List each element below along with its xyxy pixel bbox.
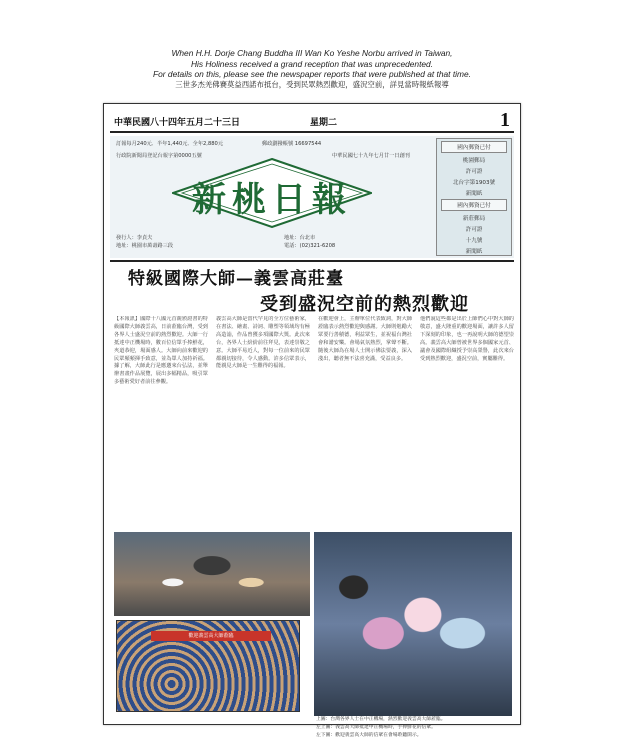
publisher-line: 發行人：李貞夫 <box>116 235 153 241</box>
phone-right: 電話：(02)321-6208 <box>284 243 336 249</box>
founded-line: 中華民國七十九年七月廿一日創刊 <box>332 153 410 159</box>
caption-line-2: His Holiness received a grand reception that was unprecedented. <box>190 58 434 69</box>
hall-banner: 歡迎義雲高大師蒞臨 <box>151 631 271 641</box>
caption-line-3: For details on this, please see the newspaper reports that were published at that time. <box>153 69 471 79</box>
caption-line-1: When H.H. Dorje Chang Buddha III Wan Ko Yeshe Norbu arrived in Taiwan, <box>171 48 453 58</box>
postal-permit-box <box>436 138 512 256</box>
price-line: 訂報每月240元．半年1,440元．全年2,880元 <box>116 141 224 147</box>
newspaper-weekday: 星期二 <box>310 118 338 128</box>
headline-line-2: 受到盛況空前的熱烈歡迎 <box>260 294 469 315</box>
postal-label: 新莊郵局 <box>462 216 486 222</box>
masthead <box>110 136 514 258</box>
headline-line-1: 特級國際大師—義雲高莊臺 <box>128 269 344 289</box>
top-rule <box>110 131 514 133</box>
page-number: 1 <box>500 109 510 131</box>
article-column: 他們說這些都是出於上師們心中對大師的敬意，盛大隆重的歡迎場面，讓許多人留下深刻的印象，也一再說明大師的德望崇高。義雲高大師曾被世界多個國家元首、議會及國際組織授予崇高榮譽，此次來台受到熱烈歡迎，盛況空前，實屬難得。 <box>420 316 514 362</box>
article-body <box>114 316 514 528</box>
postal-label: 國內郵資已付 <box>441 141 507 153</box>
address-left: 地址：桃園市萬壽路三段 <box>116 243 174 249</box>
masthead-rule <box>110 260 514 262</box>
masthead-main <box>112 138 430 256</box>
photo-caption-line: 左下圖：歡迎義雲高大師的信眾在會場聆聽開示。 <box>316 733 422 738</box>
address-right: 地址：台北市 <box>284 235 316 241</box>
page-caption <box>0 48 624 90</box>
photo-assembly-hall <box>116 620 300 712</box>
photo-flower-reception <box>314 532 512 716</box>
article-column: 義雲高大師是當代罕見的全方位藝術家，在書法、繪畫、詩詞、雕塑等領域均有極高造詣，作品曾獲多項國際大獎。此次來台，各界人士紛紛前往拜見，表達崇敬之意。大師平易近人，對每一位前來的民眾都親切接待，令人感動。許多信眾表示，能親見大師是一生難得的福報。 <box>216 316 310 370</box>
article-column: 在歡迎會上，主辦單位代表致詞，對大師蒞臨表示熱烈歡迎與感謝。大師則勉勵大眾要行善積德，利益眾生，並祝福台灣社會和諧安樂。會場氣氛熱烈，掌聲不斷。隨後大師為在場人士開示佛法要義，深入淺出，聽者無不法喜充滿，受益良多。 <box>318 316 412 362</box>
postal-label: 桃園郵局 <box>462 158 486 164</box>
dateline <box>110 109 514 131</box>
postal-label: 新聞紙 <box>465 191 483 197</box>
photo-caption <box>316 716 512 740</box>
postal-label: 許可證 <box>465 169 483 175</box>
photo-airport-crowd <box>114 532 310 616</box>
postal-label: 十九號 <box>465 238 483 244</box>
photo-caption-line: 左上圖：義雲高大師抵達中正機場時，手捧鮮花的信眾。 <box>316 725 436 730</box>
photo-caption-line: 上圖：台灣各界人士在中正機場，熱烈歡迎義雲高大師蒞臨。 <box>316 717 446 722</box>
registration-line: 行政院新聞局登記台報字第0000五號 <box>116 153 202 159</box>
headline <box>114 264 514 314</box>
postal-label: 國內郵資已付 <box>441 199 507 211</box>
newspaper-title: 新桃日報 <box>192 180 352 220</box>
caption-line-zh: 三世多杰羌佛賽莫益西諾布抵台，受到民眾熱烈歡迎，盛況空前，詳見當時報紙報導 <box>175 79 449 89</box>
newspaper-date: 中華民國八十四年五月二十三日 <box>114 118 241 128</box>
newspaper-page <box>103 103 521 738</box>
postal-label: 新聞紙 <box>465 249 483 255</box>
postal-label: 許可證 <box>465 227 483 233</box>
account-line: 郵政劃撥帳號 16697544 <box>262 141 322 147</box>
article-column: 【本報訊】國際十八國元首親頒證書的特級國際大師義雲高，日前蒞臨台灣，受到各界人士盛況空前的熱烈歡迎。大師一行抵達中正機場時，數百位信眾手捧鮮花，夾道恭迎，場面感人。大師向前來歡迎的民眾頻頻揮手致意，並為眾人加持祈福。據了解，大師此行是應邀來台弘法，並舉辦書畫作品展覽，展出多幅精品，吸引眾多藝術愛好者前往參觀。 <box>114 316 208 386</box>
postal-label: 北台字第1903號 <box>452 180 496 186</box>
